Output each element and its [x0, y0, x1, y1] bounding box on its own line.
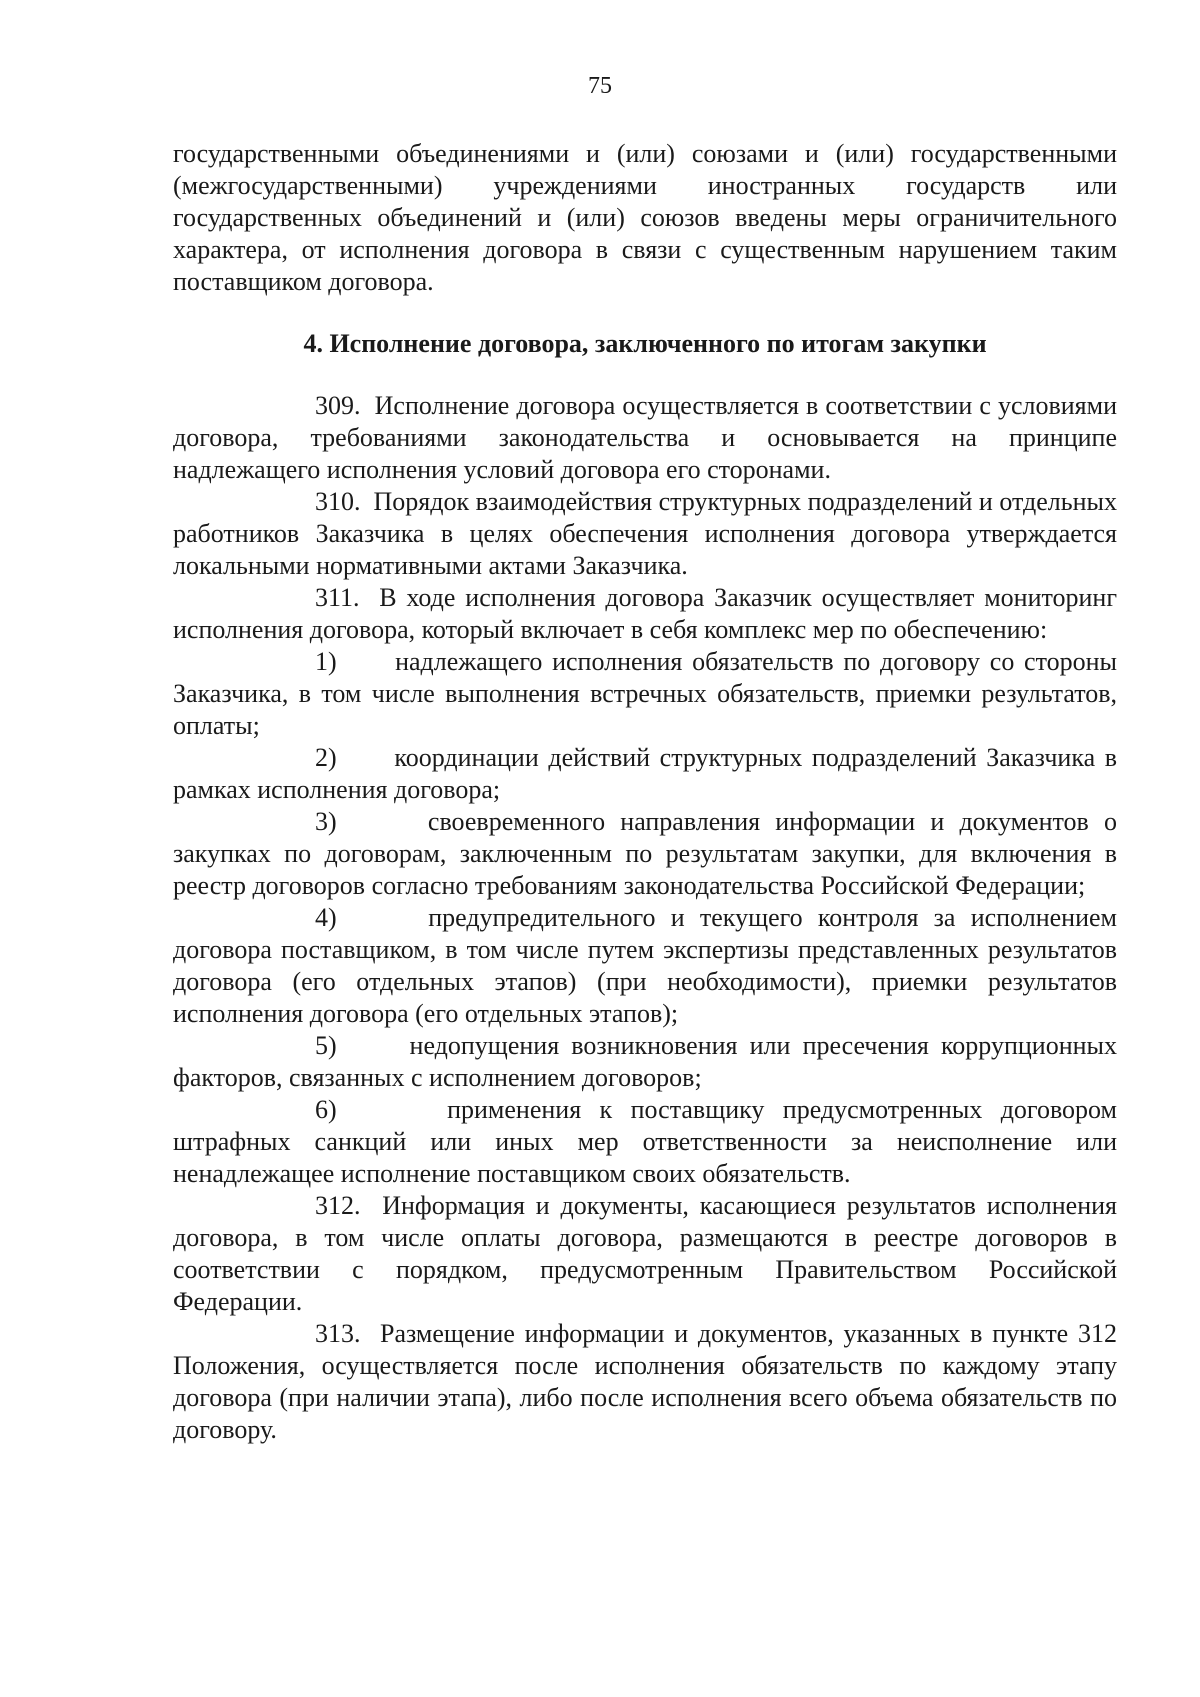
clause-number: 311.	[315, 583, 360, 612]
clause-311	[173, 582, 1117, 646]
subitem-number: 3)	[315, 807, 337, 836]
clause-number: 312.	[315, 1191, 361, 1220]
subitem-number: 2)	[315, 743, 337, 772]
subitem-number: 5)	[315, 1031, 337, 1060]
subitem-6	[173, 1094, 1117, 1190]
subitem-text: координации действий структурных подразделений Заказчика в рамках исполнения договора;	[173, 743, 1118, 804]
clause-number: 309.	[315, 391, 361, 420]
subitem-4	[173, 902, 1117, 1030]
subitem-number: 1)	[315, 647, 337, 676]
page-number: 75	[588, 73, 612, 99]
clause-text: В ходе исполнения договора Заказчик осуществляет мониторинг исполнения договора, который включает в себя комплекс мер по обеспечению:	[173, 583, 1118, 644]
clause-309	[173, 390, 1117, 486]
clause-312	[173, 1190, 1117, 1318]
clause-text: Исполнение договора осуществляется в соответствии с условиями договора, требованиями законодательства и основывается на принципе надлежащего исполнения условий договора его сторонами.	[173, 391, 1117, 484]
clause-text: Информация и документы, касающиеся результатов исполнения договора, в том числе оплаты договора, размещаются в реестре договоров в соответствии с порядком, предусмотренным Правительством Российской Федерации.	[173, 1191, 1118, 1316]
subitem-text: предупредительного и текущего контроля за исполнением договора поставщиком, в том числе путем экспертизы представленных результатов договора (его отдельных этапов) (при необходимости), приемки результатов исполнения договора (его отдельных этапов);	[173, 903, 1118, 1028]
clause-text: Порядок взаимодействия структурных подразделений и отдельных работников Заказчика в целях обеспечения исполнения договора утверждается локальными нормативными актами Заказчика.	[173, 487, 1118, 580]
section-heading: 4. Исполнение договора, заключенного по итогам закупки	[303, 329, 987, 358]
subitem-1	[173, 646, 1117, 742]
subitem-text: применения к поставщику предусмотренных договором штрафных санкций или иных мер ответственности за неисполнение или ненадлежащее исполнение поставщиком своих обязательств.	[173, 1095, 1117, 1188]
intro-paragraph: государственными объединениями и (или) союзами и (или) государственными (межгосударственными) учреждениями иностранных государств или государственных объединений и (или) союзов введены меры ограничительного характера, от исполнения договора в связи с существенным нарушением таким поставщиком договора.	[173, 139, 1117, 296]
clause-313	[173, 1318, 1117, 1446]
clause-310	[173, 486, 1117, 582]
subitem-5	[173, 1030, 1117, 1094]
subitem-number: 6)	[315, 1095, 337, 1124]
clause-text: Размещение информации и документов, указанных в пункте 312 Положения, осуществляется после исполнения обязательств по каждому этапу договора (при наличии этапа), либо после исполнения всего объема обязательств по договору.	[173, 1319, 1117, 1444]
subitem-text: недопущения возникновения или пресечения коррупционных факторов, связанных с исполнением договоров;	[173, 1031, 1117, 1092]
subitem-2	[173, 742, 1117, 806]
subitem-number: 4)	[315, 903, 337, 932]
subitem-3	[173, 806, 1117, 902]
subitem-text: своевременного направления информации и документов о закупках по договорам, заключенным по результатам закупки, для включения в реестр договоров согласно требованиям законодательства Российской Федерации;	[173, 807, 1118, 900]
clause-number: 313.	[315, 1319, 361, 1348]
subitem-text: надлежащего исполнения обязательств по договору со стороны Заказчика, в том числе выполнения встречных обязательств, приемки результатов, оплаты;	[173, 647, 1117, 740]
document-body	[173, 138, 1117, 1446]
clause-number: 310.	[315, 487, 361, 516]
